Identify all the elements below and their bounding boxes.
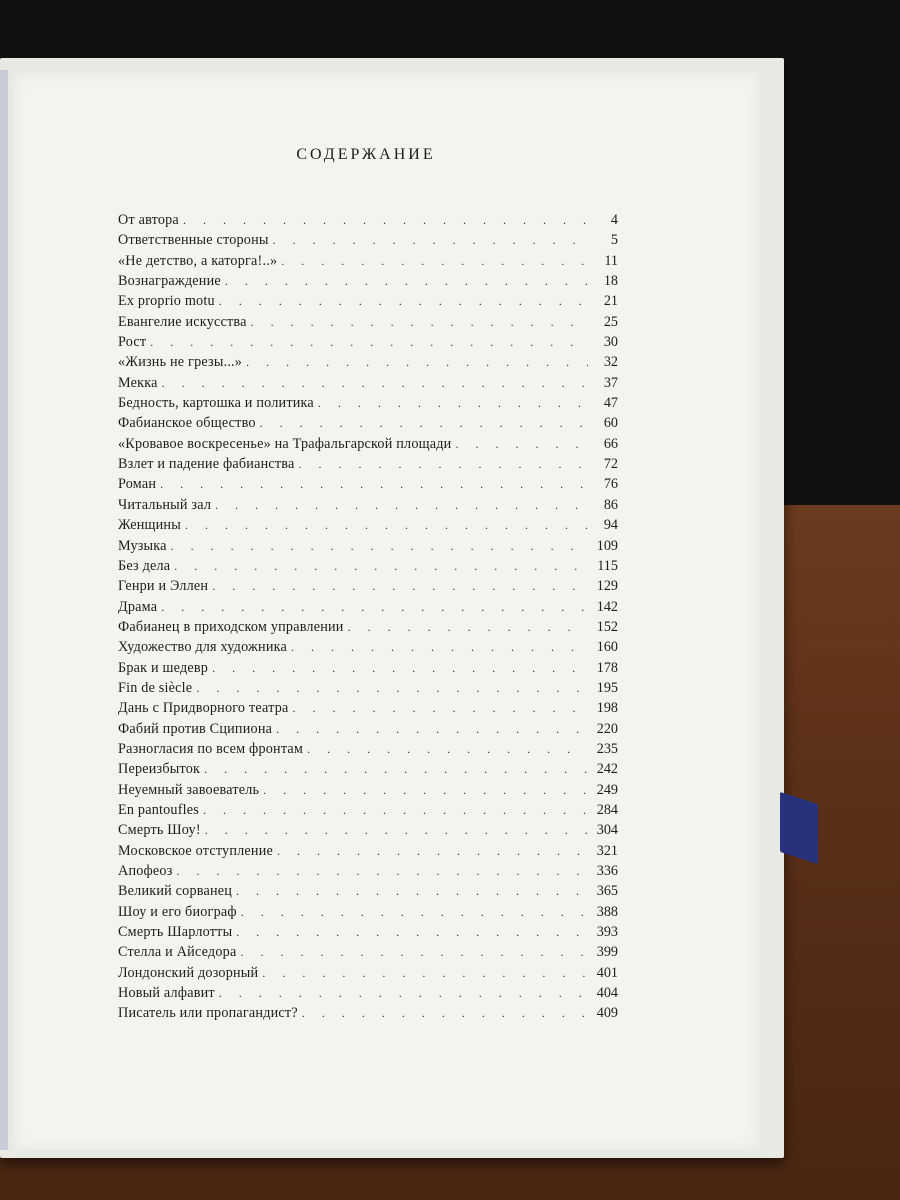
toc-entry-page-number: 404 bbox=[596, 985, 618, 1002]
toc-entry-title: Ответственные стороны bbox=[118, 232, 269, 249]
toc-entry bbox=[118, 212, 618, 232]
book-page bbox=[12, 72, 760, 1150]
dot-leader bbox=[219, 986, 588, 1001]
dot-leader bbox=[174, 559, 588, 574]
dot-leader bbox=[196, 681, 588, 696]
toc-entry-page-number: 11 bbox=[604, 252, 618, 269]
toc-entry bbox=[118, 232, 618, 252]
book-spine-edge bbox=[0, 70, 8, 1150]
toc-entry bbox=[118, 253, 618, 273]
toc-entry bbox=[118, 741, 618, 761]
toc-entry bbox=[118, 558, 618, 578]
toc-entry-title: Брак и шедевр bbox=[118, 659, 209, 676]
dot-leader bbox=[277, 844, 588, 859]
toc-entry-title: Неуемный завоеватель bbox=[118, 781, 260, 798]
toc-entry-page-number: 5 bbox=[610, 232, 618, 249]
toc-entry-title: Бедность, картошка и политика bbox=[118, 395, 314, 412]
bookmark-ribbon bbox=[780, 792, 818, 864]
toc-entry-title: Московское отступление bbox=[118, 842, 274, 859]
toc-entry-title: От автора bbox=[118, 212, 179, 228]
dot-leader bbox=[171, 539, 588, 554]
toc-entry bbox=[118, 273, 618, 293]
toc-entry-title: Лондонский дозорный bbox=[118, 964, 259, 981]
toc-entry-title: Мекка bbox=[118, 374, 158, 391]
dot-leader bbox=[225, 274, 588, 289]
toc-entry-page-number: 336 bbox=[596, 863, 618, 879]
toc-entry-title: Ex proprio motu bbox=[118, 293, 215, 310]
toc-entry-page-number: 409 bbox=[596, 1005, 618, 1022]
dot-leader bbox=[273, 233, 588, 248]
dot-leader bbox=[260, 416, 588, 431]
dot-leader bbox=[203, 803, 588, 818]
toc-entry-title: Фабий против Сципиона bbox=[118, 720, 273, 737]
toc-entry-title: Разногласия по всем фронтам bbox=[118, 740, 304, 757]
toc-entry bbox=[118, 476, 618, 496]
toc-entry-page-number: 25 bbox=[603, 313, 618, 330]
toc-entry-title: Генри и Эллен bbox=[118, 578, 209, 595]
toc-entry-page-number: 242 bbox=[596, 761, 618, 778]
toc-entry bbox=[118, 456, 618, 476]
dot-leader bbox=[293, 701, 588, 716]
toc-entry bbox=[118, 761, 618, 781]
toc-entry-title: Музыка bbox=[118, 537, 167, 554]
toc-entry-title: Роман bbox=[118, 476, 157, 493]
toc-entry-page-number: 160 bbox=[596, 639, 618, 656]
dot-leader bbox=[236, 925, 588, 940]
toc-entry-title: Читальный зал bbox=[118, 496, 212, 513]
dot-leader bbox=[251, 315, 588, 330]
toc-entry-page-number: 129 bbox=[596, 578, 618, 595]
toc-entry bbox=[118, 965, 618, 985]
toc-entry bbox=[118, 782, 618, 802]
toc-entry bbox=[118, 619, 618, 639]
dot-leader bbox=[219, 294, 588, 309]
dot-leader bbox=[263, 783, 588, 798]
dot-leader bbox=[150, 335, 588, 350]
toc-entry-page-number: 304 bbox=[596, 822, 618, 839]
page-title: СОДЕРЖАНИЕ bbox=[296, 146, 436, 163]
dot-leader bbox=[204, 762, 588, 777]
toc-entry-page-number: 393 bbox=[596, 924, 618, 941]
dot-leader bbox=[236, 884, 588, 899]
toc-entry-title: Писатель или пропагандист? bbox=[118, 1005, 298, 1022]
dot-leader bbox=[262, 966, 588, 981]
dot-leader bbox=[246, 355, 588, 370]
toc-entry-title: Стелла и Айседора bbox=[118, 944, 237, 961]
toc-entry-page-number: 365 bbox=[596, 883, 618, 900]
toc-entry bbox=[118, 863, 618, 883]
dot-leader bbox=[161, 600, 588, 615]
toc-entry-page-number: 32 bbox=[603, 354, 618, 371]
toc-entry-title: «Жизнь не грезы...» bbox=[118, 354, 243, 371]
toc-entry-page-number: 72 bbox=[603, 456, 618, 473]
toc-entry-page-number: 47 bbox=[603, 395, 618, 412]
toc-entry bbox=[118, 354, 618, 374]
dot-leader bbox=[281, 254, 588, 269]
toc-entry-page-number: 30 bbox=[603, 334, 618, 351]
dot-leader bbox=[318, 396, 588, 411]
toc-entry bbox=[118, 314, 618, 334]
toc-entry-title: Смерть Шоу! bbox=[118, 822, 201, 839]
toc-entry-page-number: 94 bbox=[603, 517, 618, 534]
toc-entry-page-number: 195 bbox=[596, 679, 618, 696]
dot-leader bbox=[212, 579, 588, 594]
toc-entry-page-number: 388 bbox=[596, 903, 618, 920]
toc-entry bbox=[118, 334, 618, 354]
dot-leader bbox=[215, 498, 588, 513]
toc-entry-page-number: 21 bbox=[603, 293, 618, 310]
toc-entry-page-number: 198 bbox=[596, 700, 618, 717]
toc-entry bbox=[118, 375, 618, 395]
toc-entry bbox=[118, 822, 618, 842]
toc-entry bbox=[118, 700, 618, 720]
toc-entry bbox=[118, 924, 618, 944]
dot-leader bbox=[162, 376, 588, 391]
toc-entry-title: Взлет и падение фабианства bbox=[118, 456, 295, 473]
dot-leader bbox=[240, 945, 588, 960]
toc-entry-page-number: 220 bbox=[596, 720, 618, 737]
toc-entry bbox=[118, 985, 618, 1005]
toc-entry bbox=[118, 904, 618, 924]
dot-leader bbox=[307, 742, 588, 757]
toc-entry-title: Fin de siècle bbox=[118, 679, 193, 696]
toc-entry bbox=[118, 680, 618, 700]
dot-leader bbox=[177, 864, 588, 879]
toc-entry-page-number: 321 bbox=[596, 842, 618, 859]
toc-entry-title: Фабианец в приходском управлении bbox=[118, 618, 344, 635]
dot-leader bbox=[276, 722, 588, 737]
toc-entry-title: Великий сорванец bbox=[118, 883, 233, 900]
toc-entry-page-number: 115 bbox=[597, 557, 618, 574]
dot-leader bbox=[302, 1006, 588, 1021]
toc-entry-title: Шоу и его биограф bbox=[118, 903, 237, 920]
toc-entry-title: En pantoufles bbox=[118, 801, 200, 818]
toc-entry bbox=[118, 639, 618, 659]
toc-entry-page-number: 109 bbox=[596, 537, 618, 554]
toc-entry bbox=[118, 1005, 618, 1025]
toc-entry-page-number: 86 bbox=[603, 496, 618, 513]
toc-entry-page-number: 284 bbox=[596, 801, 618, 818]
toc-entry-page-number: 66 bbox=[603, 435, 618, 452]
dot-leader bbox=[291, 640, 588, 655]
toc-entry-page-number: 60 bbox=[603, 415, 618, 432]
toc-entry bbox=[118, 293, 618, 313]
dot-leader bbox=[205, 823, 588, 838]
dot-leader bbox=[160, 477, 588, 492]
toc-entry bbox=[118, 538, 618, 558]
toc-entry-title: Апофеоз bbox=[118, 863, 173, 879]
toc-entry-title: Дань с Придворного театра bbox=[118, 700, 289, 717]
table-of-contents bbox=[118, 212, 618, 1026]
toc-entry-title: Евангелие искусства bbox=[118, 313, 247, 330]
toc-entry-title: Без дела bbox=[118, 557, 171, 574]
toc-entry bbox=[118, 802, 618, 822]
dot-leader bbox=[183, 213, 588, 228]
toc-entry-title: «Кровавое воскресенье» на Трафальгарской площади bbox=[118, 435, 452, 452]
toc-entry-page-number: 18 bbox=[603, 273, 618, 290]
dot-leader bbox=[241, 905, 588, 920]
toc-entry bbox=[118, 660, 618, 680]
toc-entry-title: Художество для художника bbox=[118, 639, 288, 656]
toc-entry-page-number: 142 bbox=[596, 598, 618, 615]
toc-entry bbox=[118, 395, 618, 415]
toc-entry bbox=[118, 843, 618, 863]
toc-entry bbox=[118, 415, 618, 435]
toc-entry-page-number: 401 bbox=[596, 964, 618, 981]
toc-entry bbox=[118, 721, 618, 741]
toc-entry-title: Драма bbox=[118, 598, 158, 615]
dot-leader bbox=[212, 661, 588, 676]
toc-entry bbox=[118, 436, 618, 456]
toc-entry-title: «Не детство, а каторга!..» bbox=[118, 252, 278, 269]
toc-entry-page-number: 235 bbox=[596, 740, 618, 757]
toc-entry-page-number: 37 bbox=[603, 374, 618, 391]
toc-entry bbox=[118, 599, 618, 619]
toc-entry bbox=[118, 944, 618, 964]
dot-leader bbox=[298, 457, 588, 472]
toc-entry-title: Вознаграждение bbox=[118, 273, 221, 290]
dot-leader bbox=[348, 620, 588, 635]
toc-entry bbox=[118, 517, 618, 537]
toc-entry-page-number: 178 bbox=[596, 659, 618, 676]
toc-entry-title: Женщины bbox=[118, 517, 181, 534]
toc-entry-title: Переизбыток bbox=[118, 761, 201, 778]
toc-entry-page-number: 152 bbox=[596, 618, 618, 635]
toc-entry bbox=[118, 497, 618, 517]
toc-entry bbox=[118, 578, 618, 598]
toc-entry-title: Смерть Шарлотты bbox=[118, 924, 233, 941]
toc-entry-page-number: 399 bbox=[596, 944, 618, 961]
toc-entry-title: Рост bbox=[118, 334, 147, 351]
toc-entry-page-number: 249 bbox=[596, 781, 618, 798]
toc-entry-page-number: 4 bbox=[610, 212, 618, 228]
toc-entry-title: Новый алфавит bbox=[118, 985, 215, 1002]
toc-entry bbox=[118, 883, 618, 903]
dot-leader bbox=[455, 437, 588, 452]
dot-leader bbox=[185, 518, 588, 533]
toc-entry-title: Фабианское общество bbox=[118, 415, 256, 432]
toc-entry-page-number: 76 bbox=[603, 476, 618, 493]
